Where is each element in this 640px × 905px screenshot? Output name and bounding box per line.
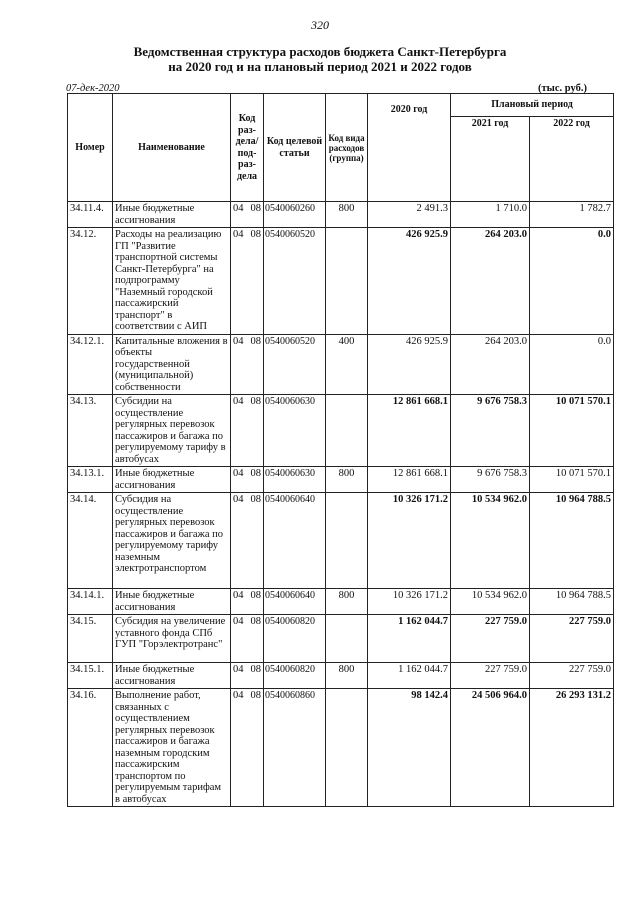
row-podrazdel: 08 (246, 228, 264, 335)
row-expense-type (326, 493, 368, 589)
row-target-article: 0540060640 (264, 493, 326, 589)
row-value-2020: 98 142.4 (368, 689, 451, 807)
row-podrazdel: 08 (246, 467, 264, 493)
header-2020: 2020 год (368, 94, 451, 202)
row-expense-type (326, 615, 368, 663)
table-row (68, 202, 614, 228)
row-value-2022: 10 964 788.5 (530, 589, 614, 615)
row-value-2022: 0.0 (530, 228, 614, 335)
row-value-2021: 227 759.0 (451, 615, 530, 663)
row-expense-type: 800 (326, 663, 368, 689)
row-value-2021: 10 534 962.0 (451, 589, 530, 615)
row-name: Субсидия на осуществление регулярных перевозок пассажиров и багажа по регулируемому тарифу наземным электротранспортом (113, 493, 231, 589)
row-value-2022: 227 759.0 (530, 615, 614, 663)
row-value-2021: 24 506 964.0 (451, 689, 530, 807)
row-name: Субсидии на осуществление регулярных перевозок пассажиров и багажа по регулируемому тарифу в автобусах (113, 395, 231, 467)
row-name: Капитальные вложения в объекты государственной (муниципальной) собственности (113, 334, 231, 395)
row-target-article: 0540060860 (264, 689, 326, 807)
row-expense-type: 800 (326, 467, 368, 493)
row-razdel: 04 (231, 615, 246, 663)
table-row (68, 589, 614, 615)
row-value-2020: 2 491.3 (368, 202, 451, 228)
row-target-article: 0540060640 (264, 589, 326, 615)
row-value-2020: 10 326 171.2 (368, 493, 451, 589)
row-razdel: 04 (231, 663, 246, 689)
table-row (68, 228, 614, 335)
row-number: 34.14.1. (68, 589, 113, 615)
row-value-2021: 227 759.0 (451, 663, 530, 689)
row-number: 34.15. (68, 615, 113, 663)
row-value-2021: 264 203.0 (451, 228, 530, 335)
row-value-2022: 10 964 788.5 (530, 493, 614, 589)
row-expense-type (326, 395, 368, 467)
row-expense-type (326, 689, 368, 807)
row-razdel: 04 (231, 467, 246, 493)
row-number: 34.15.1. (68, 663, 113, 689)
row-podrazdel: 08 (246, 493, 264, 589)
row-razdel: 04 (231, 493, 246, 589)
header-num: Номер (68, 94, 113, 202)
row-name: Иные бюджетные ассигнования (113, 589, 231, 615)
row-value-2020: 10 326 171.2 (368, 589, 451, 615)
row-expense-type (326, 228, 368, 335)
row-target-article: 0540060520 (264, 228, 326, 335)
header-plan-period: Плановый период (451, 94, 614, 117)
row-number: 34.14. (68, 493, 113, 589)
row-expense-type: 400 (326, 334, 368, 395)
row-target-article: 0540060260 (264, 202, 326, 228)
table-row (68, 663, 614, 689)
row-podrazdel: 08 (246, 395, 264, 467)
row-value-2020: 12 861 668.1 (368, 467, 451, 493)
table-row (68, 467, 614, 493)
row-number: 34.13. (68, 395, 113, 467)
table-row (68, 395, 614, 467)
row-value-2022: 227 759.0 (530, 663, 614, 689)
row-name: Иные бюджетные ассигнования (113, 202, 231, 228)
budget-table (67, 93, 614, 807)
row-razdel: 04 (231, 689, 246, 807)
row-value-2021: 264 203.0 (451, 334, 530, 395)
row-value-2020: 12 861 668.1 (368, 395, 451, 467)
table-row (68, 689, 614, 807)
row-razdel: 04 (231, 202, 246, 228)
row-razdel: 04 (231, 589, 246, 615)
row-podrazdel: 08 (246, 615, 264, 663)
row-target-article: 0540060630 (264, 467, 326, 493)
row-podrazdel: 08 (246, 589, 264, 615)
row-razdel: 04 (231, 228, 246, 335)
row-value-2022: 26 293 131.2 (530, 689, 614, 807)
header-name: Наименование (113, 94, 231, 202)
row-value-2021: 9 676 758.3 (451, 467, 530, 493)
row-value-2020: 426 925.9 (368, 228, 451, 335)
row-razdel: 04 (231, 334, 246, 395)
row-podrazdel: 08 (246, 202, 264, 228)
row-number: 34.12. (68, 228, 113, 335)
row-value-2022: 1 782.7 (530, 202, 614, 228)
row-razdel: 04 (231, 395, 246, 467)
row-number: 34.11.4. (68, 202, 113, 228)
row-podrazdel: 08 (246, 334, 264, 395)
row-value-2021: 1 710.0 (451, 202, 530, 228)
table-row (68, 493, 614, 589)
row-name: Выполнение работ, связанных с осуществлением регулярных перевозок пассажиров и багажа наземным городским пассажирским транспортом по регулируемым тарифам в автобусах (113, 689, 231, 807)
header-expense-type: Код вида расходов (группа) (326, 94, 368, 202)
row-target-article: 0540060520 (264, 334, 326, 395)
header-2021: 2021 год (451, 117, 530, 202)
row-target-article: 0540060820 (264, 615, 326, 663)
row-target-article: 0540060820 (264, 663, 326, 689)
row-number: 34.16. (68, 689, 113, 807)
units-label: (тыс. руб.) (538, 83, 587, 94)
header-target-article: Код целевой статьи (264, 94, 326, 202)
row-name: Субсидия на увеличение уставного фонда СПб ГУП "Горэлектротранс" (113, 615, 231, 663)
row-value-2021: 10 534 962.0 (451, 493, 530, 589)
row-podrazdel: 08 (246, 663, 264, 689)
row-expense-type: 800 (326, 589, 368, 615)
row-number: 34.12.1. (68, 334, 113, 395)
row-name: Расходы на реализацию ГП "Развитие транспортной системы Санкт-Петербурга" на подпрограмму "Наземный городской пассажирский транспорт" в соответствии с АИП (113, 228, 231, 335)
row-value-2021: 9 676 758.3 (451, 395, 530, 467)
table-row (68, 615, 614, 663)
row-number: 34.13.1. (68, 467, 113, 493)
row-value-2022: 10 071 570.1 (530, 467, 614, 493)
header-2022: 2022 год (530, 117, 614, 202)
document-title (0, 44, 640, 74)
row-expense-type: 800 (326, 202, 368, 228)
page-number: 320 (311, 18, 329, 32)
row-value-2022: 0.0 (530, 334, 614, 395)
row-value-2020: 1 162 044.7 (368, 663, 451, 689)
row-value-2020: 426 925.9 (368, 334, 451, 395)
table-row (68, 334, 614, 395)
row-name: Иные бюджетные ассигнования (113, 467, 231, 493)
title-line-1: Ведомственная структура расходов бюджета Санкт-Петербурга (133, 44, 507, 59)
row-value-2022: 10 071 570.1 (530, 395, 614, 467)
header-razdel: Код раз-дела/ под-раз-дела (231, 94, 264, 202)
row-value-2020: 1 162 044.7 (368, 615, 451, 663)
row-target-article: 0540060630 (264, 395, 326, 467)
row-podrazdel: 08 (246, 689, 264, 807)
row-name: Иные бюджетные ассигнования (113, 663, 231, 689)
document-date: 07-дек-2020 (66, 83, 120, 94)
title-line-2: на 2020 год и на плановый период 2021 и 2022 годов (168, 59, 472, 74)
